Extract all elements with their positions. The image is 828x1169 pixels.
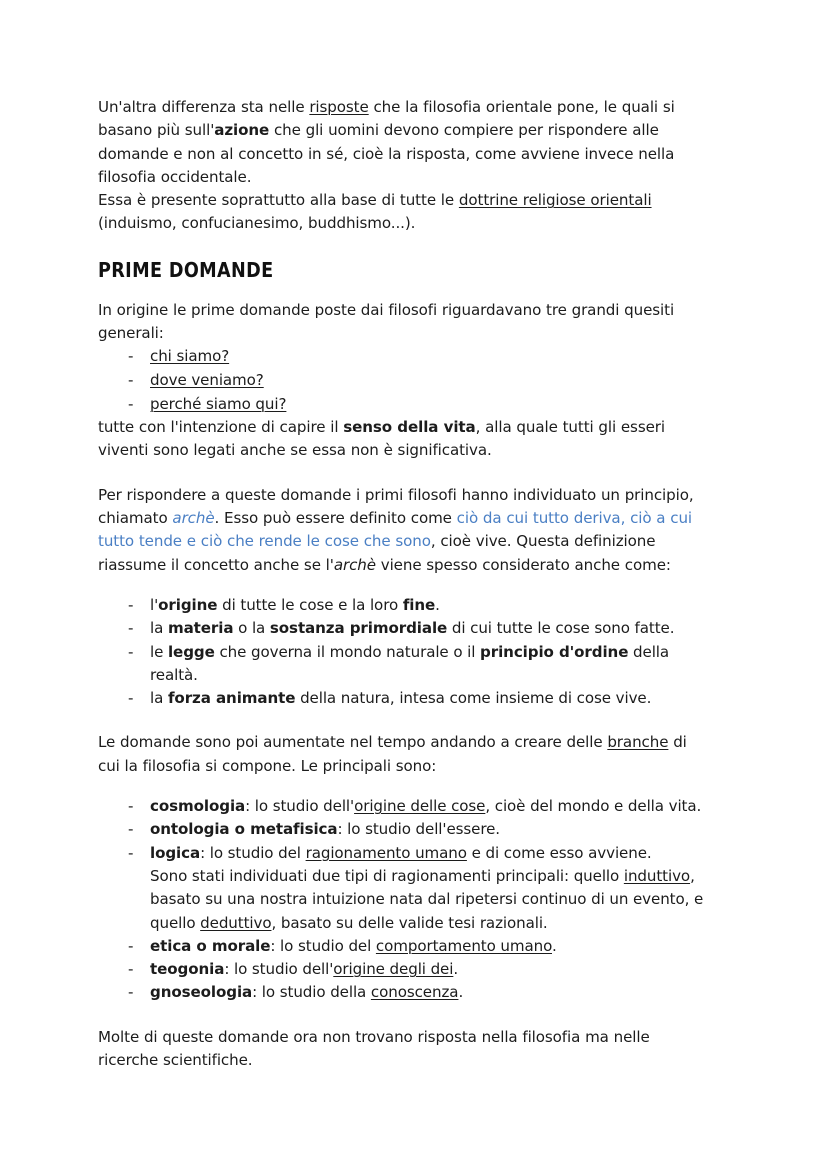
seg: : lo studio dell' xyxy=(224,960,334,979)
list-item xyxy=(98,842,712,935)
branch-name: etica o morale xyxy=(150,936,271,955)
seg: Sono stati individuati due tipi di ragionamenti principali: quello xyxy=(150,866,624,885)
seg: l' xyxy=(150,595,159,614)
branch-name: teogonia xyxy=(150,960,225,979)
intro-paragraph-2 xyxy=(98,189,712,236)
seg: le xyxy=(150,642,168,661)
list-item xyxy=(98,617,712,640)
arche-item-text xyxy=(150,594,712,617)
branch-item-text xyxy=(150,818,712,841)
seg: . xyxy=(552,936,557,955)
dash-bullet-icon: - xyxy=(128,347,134,366)
spacer xyxy=(98,236,712,258)
spacer xyxy=(98,778,712,795)
list-item xyxy=(98,818,712,841)
followup-bold-senso-vita: senso della vita xyxy=(343,418,476,437)
seg: : lo studio dell'essere. xyxy=(337,820,501,839)
branch-item-text xyxy=(150,958,712,981)
branch-item-text xyxy=(150,935,712,958)
seg: : lo studio della xyxy=(252,983,371,1002)
dash-bullet-icon: - xyxy=(128,843,134,862)
list-item xyxy=(98,393,712,417)
seg: , basato su delle valide tesi razionali. xyxy=(271,913,548,932)
seg: di cui tutte le cose sono fatte. xyxy=(447,619,675,638)
questions-list xyxy=(98,345,712,416)
seg: di tutte le cose e la loro xyxy=(217,595,403,614)
list-item xyxy=(98,935,712,958)
arche-item-text xyxy=(150,687,712,710)
followup-text-1: tutte con l'intenzione di capire il xyxy=(98,418,344,437)
intro-text-3: che gli uomini devono compiere per rispondere alle domande e non al concetto in sé, cioè la risposta, come avviene invece nella filosofia occidentale. xyxy=(98,121,675,186)
seg: , basato su una nostra intuizione nata dal ripetersi continuo di un evento, e quello xyxy=(150,866,704,932)
dash-bullet-icon: - xyxy=(128,642,134,661)
bold-term: materia xyxy=(167,619,234,638)
intro-paragraph-1 xyxy=(98,96,712,189)
seg: della realtà. xyxy=(150,642,670,684)
question-text: chi siamo? xyxy=(150,347,230,366)
seg: della natura, intesa come insieme di cose vive. xyxy=(295,689,652,708)
spacer xyxy=(98,710,712,731)
logic-underline-induttivo: induttivo xyxy=(623,866,691,885)
arche-text-4: viene spesso considerato anche come: xyxy=(375,555,671,574)
seg: : lo studio dell' xyxy=(245,797,355,816)
seg: . xyxy=(435,595,440,614)
dash-bullet-icon: - xyxy=(128,797,134,816)
intro-text-2: che la filosofia orientale pone, le quali si basano più sull' xyxy=(98,98,675,140)
questions-intro-paragraph: In origine le prime domande poste dai filosofi riguardavano tre grandi quesiti generali: xyxy=(98,300,675,343)
branch-underline-term: origine degli dei xyxy=(333,960,454,979)
arche-paragraph xyxy=(98,484,712,577)
branch-name: cosmologia xyxy=(150,797,246,816)
seg: la xyxy=(150,619,168,638)
question-text: perché siamo qui? xyxy=(150,394,287,413)
list-item xyxy=(98,369,712,393)
dash-bullet-icon: - xyxy=(128,820,134,839)
bold-term: principio d'ordine xyxy=(480,642,629,661)
intro-underline-dottrine: dottrine religiose orientali xyxy=(458,191,652,210)
list-item xyxy=(98,958,712,981)
branch-name: logica xyxy=(150,843,201,862)
branches-intro-paragraph xyxy=(98,731,712,778)
list-item xyxy=(98,687,712,710)
spacer xyxy=(98,282,712,299)
arche-italic-term: archè xyxy=(333,555,376,574)
arche-blue-definition: ciò da cui tutto deriva, ciò a cui tutto tende e ciò che rende le cose che sono xyxy=(98,509,693,551)
branch-underline-term: origine delle cose xyxy=(354,797,486,816)
bold-term: forza animante xyxy=(167,689,296,708)
seg: . xyxy=(453,960,459,979)
section-heading-prime-domande: PRIME DOMANDE xyxy=(98,257,274,282)
bold-term: sostanza primordiale xyxy=(269,619,448,638)
seg: . xyxy=(458,983,464,1002)
spacer xyxy=(98,463,712,484)
branch-underline-term: ragionamento umano xyxy=(305,843,467,862)
document-body xyxy=(98,96,712,1072)
branch-item-text xyxy=(150,981,712,1004)
seg: , cioè del mondo e della vita. xyxy=(485,797,702,816)
branch-name: gnoseologia xyxy=(150,983,253,1002)
dash-bullet-icon: - xyxy=(128,936,134,955)
arche-item-text xyxy=(150,617,712,640)
branch-item-text xyxy=(150,795,712,818)
branch-name: ontologia o metafisica xyxy=(150,820,338,839)
list-item xyxy=(98,345,712,369)
dash-bullet-icon: - xyxy=(128,595,134,614)
questions-followup-paragraph xyxy=(98,416,712,463)
intro-text-1: Un'altra differenza sta nelle xyxy=(98,98,310,116)
spacer xyxy=(98,577,712,594)
question-text: dove veniamo? xyxy=(150,370,264,389)
dash-bullet-icon: - xyxy=(128,689,134,708)
logic-note xyxy=(150,865,712,935)
bold-term: origine xyxy=(158,595,218,614)
bold-term: legge xyxy=(167,642,215,661)
seg: : lo studio del xyxy=(270,936,376,955)
arche-definitions-list xyxy=(98,594,712,710)
intro-underline-risposte: risposte xyxy=(309,98,369,116)
seg: : lo studio del xyxy=(200,843,306,862)
seg: che governa il mondo naturale o il xyxy=(214,642,481,661)
bold-term: fine xyxy=(402,595,436,614)
branch-item-text xyxy=(150,842,712,935)
branch-underline-term: comportamento umano xyxy=(375,936,552,955)
branches-text-2: di cui la filosofia si compone. Le principali sono: xyxy=(98,733,687,775)
followup-text-2: , alla quale tutti gli esseri viventi sono legati anche se essa non è significativa. xyxy=(98,418,665,460)
dash-bullet-icon: - xyxy=(128,394,134,413)
arche-text-1: Per rispondere a queste domande i primi filosofi hanno individuato un principio, chiamato xyxy=(98,485,694,528)
intro-text-4: Essa è presente soprattutto alla base di tutte le xyxy=(98,191,459,210)
dash-bullet-icon: - xyxy=(128,983,134,1002)
intro-text-5: (induismo, confucianesimo, buddhismo...). xyxy=(98,214,416,233)
intro-bold-azione: azione xyxy=(214,121,270,140)
branch-underline-term: conoscenza xyxy=(370,983,459,1002)
dash-bullet-icon: - xyxy=(128,370,134,389)
branches-text-1: Le domande sono poi aumentate nel tempo andando a creare delle xyxy=(98,733,608,752)
branches-underline-branche: branche xyxy=(607,733,669,752)
list-item xyxy=(98,795,712,818)
spacer xyxy=(98,1005,712,1026)
arche-item-text xyxy=(150,641,712,688)
dash-bullet-icon: - xyxy=(128,619,134,638)
list-item xyxy=(98,641,712,688)
logic-underline-deduttivo: deduttivo xyxy=(200,913,272,932)
seg: la xyxy=(150,689,168,708)
list-item xyxy=(98,594,712,617)
arche-blue-italic-term: archè xyxy=(172,509,215,528)
closing-paragraph: Molte di queste domande ora non trovano risposta nella filosofia ma nelle ricerche scientifiche. xyxy=(98,1027,650,1069)
arche-text-3: , cioè vive. Questa definizione riassume il concetto anche se l' xyxy=(98,532,656,574)
dash-bullet-icon: - xyxy=(128,960,134,979)
seg: e di come esso avviene. xyxy=(466,843,652,862)
branches-list xyxy=(98,795,712,1005)
arche-text-2: . Esso può essere definito come xyxy=(214,509,457,528)
seg: o la xyxy=(233,619,270,638)
list-item xyxy=(98,981,712,1004)
